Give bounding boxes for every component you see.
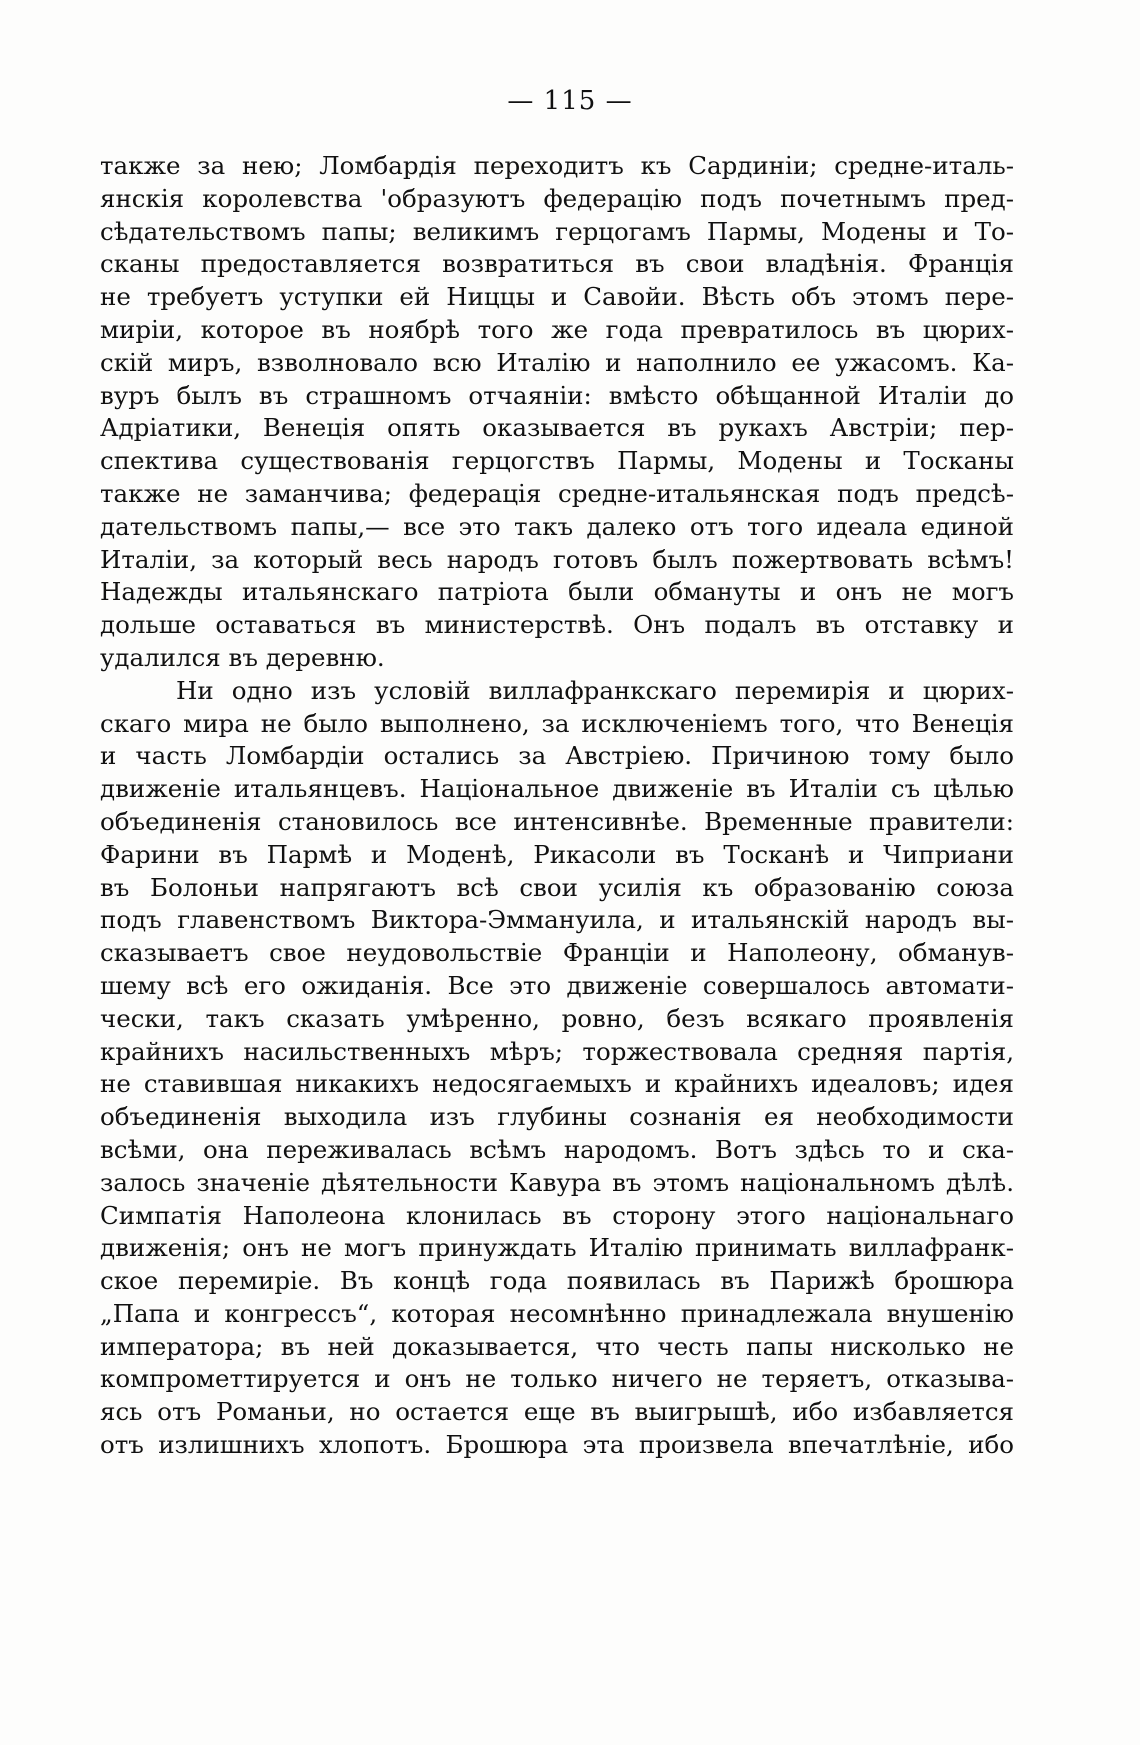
text-line: отъ излишнихъ хлопотъ. Брошюра эта произвела впечатлѣніе, ибо xyxy=(100,1430,1014,1460)
text-line: объединенія выходила изъ глубины сознанія ея необходимости xyxy=(100,1102,1014,1132)
text-line: сканы предоставляется возвратиться въ свои владѣнія. Франція xyxy=(100,249,1014,279)
text-line: ясь отъ Романьи, но остается еще въ выигрышѣ, ибо избавляется xyxy=(100,1397,1014,1427)
text-line: Симпатія Наполеона клонилась въ сторону этого національнаго xyxy=(100,1200,1014,1230)
page-number: — 115 — xyxy=(507,86,633,116)
text-line: Надежды итальянскаго патріота были обмануты и онъ не могъ xyxy=(100,577,1014,607)
text-line: не требуетъ уступки ей Ниццы и Савойи. Вѣсть объ этомъ пере- xyxy=(100,282,1014,312)
text-line: чески, такъ сказать умѣренно, ровно, безъ всякаго проявленія xyxy=(100,1003,1014,1033)
body-text xyxy=(100,150,1014,1462)
paragraph-start-line: Ни одно изъ условій виллафранкскаго перемирія и цюрих- xyxy=(176,675,1014,705)
text-line: ское перемиріе. Въ концѣ года появилась въ Парижѣ брошюра xyxy=(100,1266,1014,1296)
text-line: Фарини въ Пармѣ и Моденѣ, Рикасоли въ Тосканѣ и Чиприани xyxy=(100,839,1014,869)
text-line: янскія королевства 'образуютъ федерацію подъ почетнымъ пред- xyxy=(100,183,1014,213)
text-line: спектива существованія герцогствъ Пармы, Модены и Тосканы xyxy=(100,446,1014,476)
text-line: всѣми, она переживалась всѣмъ народомъ. Вотъ здѣсь то и ска- xyxy=(100,1134,1014,1164)
text-line: крайнихъ насильственныхъ мѣръ; торжествовала средняя партія, xyxy=(100,1036,1014,1066)
text-line: также не заманчива; федерація средне-итальянская подъ предсѣ- xyxy=(100,478,1014,508)
text-line: залось значеніе дѣятельности Кавура въ этомъ національномъ дѣлѣ. xyxy=(100,1167,1014,1197)
text-line: движеніе итальянцевъ. Національное движеніе въ Италіи съ цѣлью xyxy=(100,774,1014,804)
text-line: „Папа и конгрессъ“, которая несомнѣнно принадлежала внушенію xyxy=(100,1298,1014,1328)
text-line: компрометтируется и онъ не только ничего не теряетъ, отказыва- xyxy=(100,1364,1014,1394)
text-line: и часть Ломбардіи остались за Австріею. Причиною тому было xyxy=(100,741,1014,771)
text-line: миріи, которое въ ноябрѣ того же года превратилось въ цюрих- xyxy=(100,314,1014,344)
text-line: шему всѣ его ожиданія. Все это движеніе совершалось автомати- xyxy=(100,970,1014,1000)
text-line: не ставившая никакихъ недосягаемыхъ и крайнихъ идеаловъ; идея xyxy=(100,1069,1014,1099)
text-line: въ Болоньи напрягаютъ всѣ свои усилія къ образованію союза xyxy=(100,872,1014,902)
text-line: скаго мира не было выполнено, за исключеніемъ того, что Венеція xyxy=(100,708,1014,738)
text-line: скій миръ, взволновало всю Италію и наполнило ее ужасомъ. Ка- xyxy=(100,347,1014,377)
text-line: сказываетъ свое неудовольствіе Франціи и Наполеону, обманув- xyxy=(100,938,1014,968)
text-line: подъ главенствомъ Виктора-Эммануила, и итальянскій народъ вы- xyxy=(100,905,1014,935)
text-line: императора; въ ней доказывается, что честь папы нисколько не xyxy=(100,1331,1014,1361)
text-line: движенія; онъ не могъ принуждать Италію принимать виллафранк- xyxy=(100,1233,1014,1263)
paragraph-end-line: удалился въ деревню. xyxy=(100,642,385,672)
text-line: дольше оставаться въ министерствѣ. Онъ подалъ въ отставку и xyxy=(100,610,1014,640)
text-line: Адріатики, Венеція опять оказывается въ рукахъ Австріи; пер- xyxy=(100,413,1014,443)
text-line: сѣдательствомъ папы; великимъ герцогамъ Пармы, Модены и То- xyxy=(100,216,1014,246)
text-line: объединенія становилось все интенсивнѣе. Временные правители: xyxy=(100,806,1014,836)
text-line: дательствомъ папы,— все это такъ далеко отъ того идеала единой xyxy=(100,511,1014,541)
text-line: вуръ былъ въ страшномъ отчаяніи: вмѣсто обѣщанной Италіи до xyxy=(100,380,1014,410)
text-line: также за нею; Ломбардія переходитъ къ Сардиніи; средне-италь- xyxy=(100,151,1014,180)
text-line: Италіи, за который весь народъ готовъ былъ пожертвовать всѣмъ! xyxy=(100,544,1014,574)
